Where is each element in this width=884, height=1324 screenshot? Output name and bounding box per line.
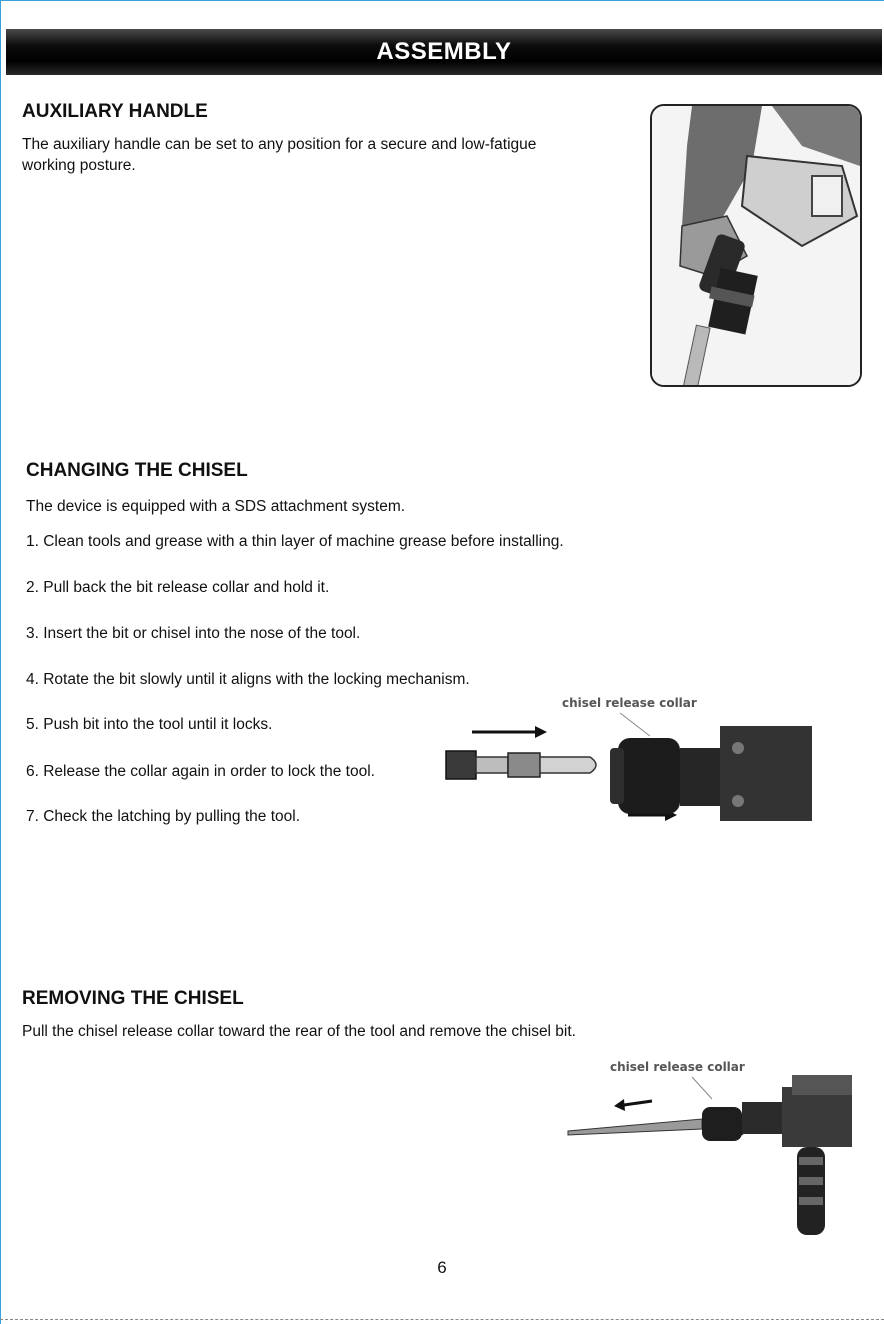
removing-chisel-heading: REMOVING THE CHISEL — [22, 988, 244, 1009]
step-7: 7. Check the latching by pulling the tool. — [26, 808, 301, 825]
page-border-left — [0, 0, 1, 1324]
chisel-removal-figure — [562, 1047, 862, 1243]
tool-nose-illustration — [610, 726, 812, 821]
auxiliary-handle-text-line1: The auxiliary handle can be set to any position for a secure and low-fatigue — [22, 136, 537, 153]
page-border-bottom — [0, 1319, 884, 1320]
step-5: 5. Push bit into the tool until it locks. — [26, 716, 273, 733]
page-border-top — [0, 0, 884, 1]
step-4: 4. Rotate the bit slowly until it aligns with the locking mechanism. — [26, 671, 470, 688]
caption-leader-line — [620, 713, 650, 736]
auxiliary-handle-photo — [650, 104, 862, 387]
chisel-insert-caption: chisel release collar — [562, 696, 697, 710]
demolition-hammer-illustration — [568, 1075, 852, 1235]
push-arrow-icon — [472, 726, 547, 738]
chisel-insert-figure — [440, 686, 812, 840]
step-1: 1. Clean tools and grease with a thin layer of machine grease before installing. — [26, 533, 564, 550]
page-title: ASSEMBLY — [376, 38, 512, 65]
auxiliary-handle-heading: AUXILIARY HANDLE — [22, 101, 208, 122]
changing-chisel-intro: The device is equipped with a SDS attachment system. — [26, 498, 406, 515]
hammer-hand-illustration — [652, 106, 860, 385]
step-3: 3. Insert the bit or chisel into the nose of the tool. — [26, 625, 361, 642]
remove-arrow-icon — [614, 1099, 652, 1111]
caption-leader-line-2 — [692, 1077, 712, 1099]
auxiliary-handle-text-line2: working posture. — [22, 157, 136, 174]
section-header-bar — [6, 29, 882, 75]
step-2: 2. Pull back the bit release collar and hold it. — [26, 579, 330, 596]
chisel-bit-illustration — [446, 751, 596, 779]
page-number: 6 — [437, 1258, 447, 1277]
step-6: 6. Release the collar again in order to lock the tool. — [26, 763, 375, 780]
chisel-removal-caption: chisel release collar — [610, 1060, 745, 1074]
removing-chisel-text: Pull the chisel release collar toward the rear of the tool and remove the chisel bit. — [22, 1023, 576, 1040]
changing-chisel-heading: CHANGING THE CHISEL — [26, 460, 248, 481]
